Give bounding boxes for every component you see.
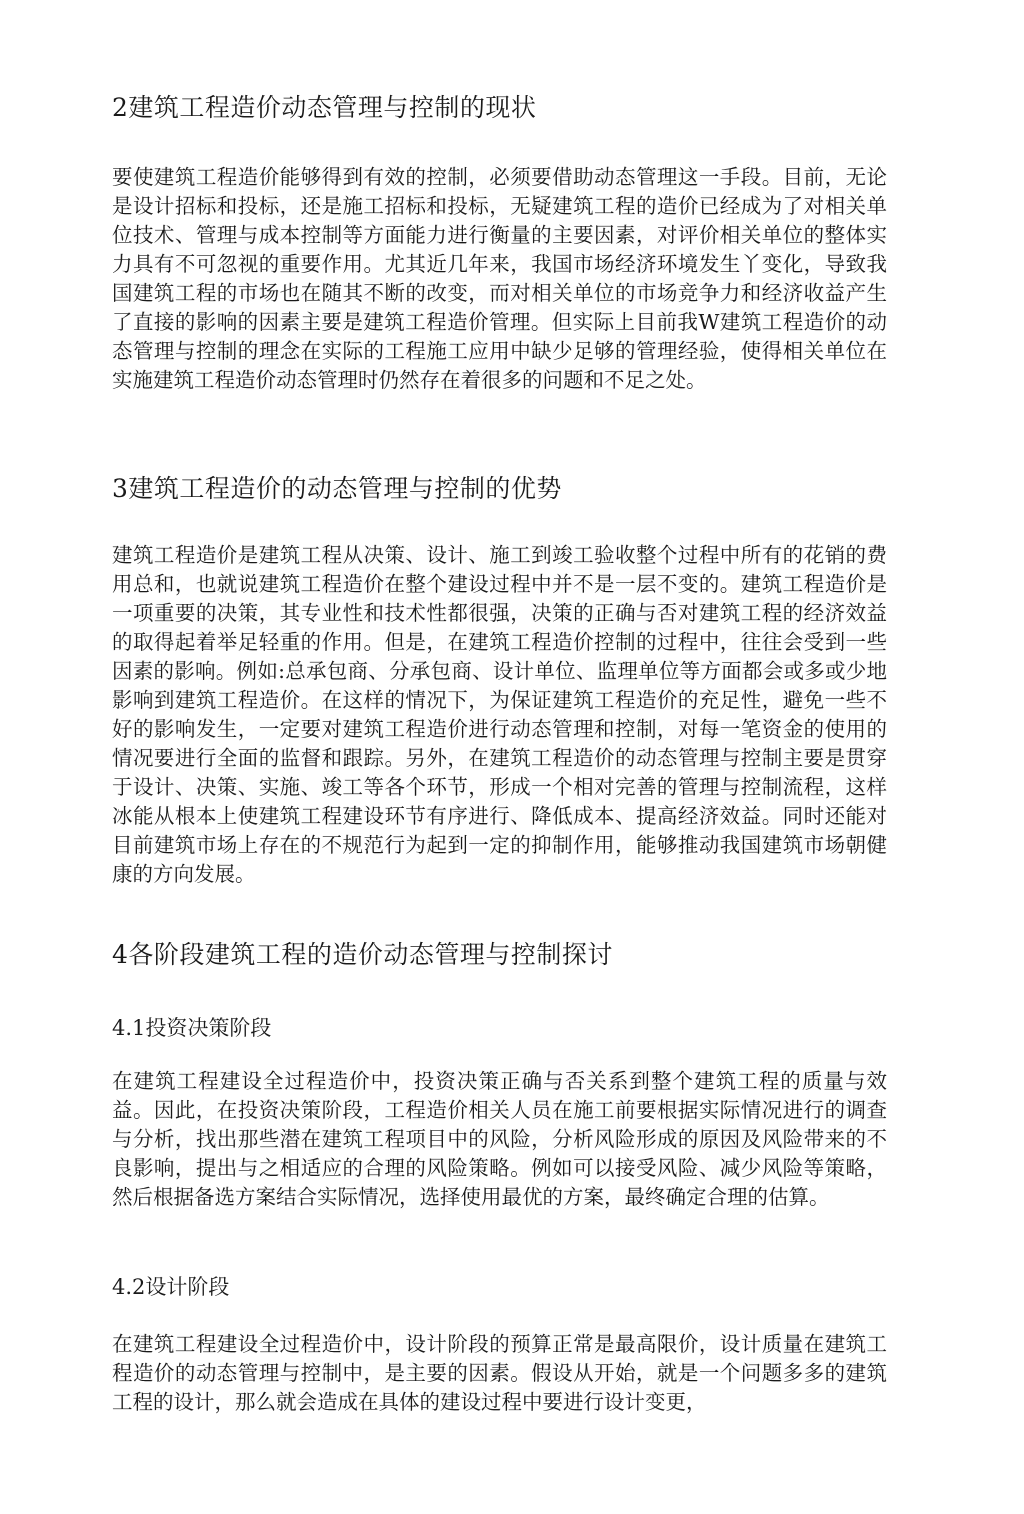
section-2-paragraph: 要使建筑工程造价能够得到有效的控制，必须要借助动态管理这一手段。目前，无论是设计招标和投标，还是施工招标和投标，无疑建筑工程的造价已经成为了对相关单位技术、管理与成本控制等方面能力进行衡量的主要因素，对评价相关单位的整体实力具有不可忽视的重要作用。尤其近几年来，我国市场经济环境发生丫变化，导致我国建筑工程的市场也在随其不断的改变，而对相关单位的市场竞争力和经济收益产生了直接的影响的因素主要是建筑工程造价管理。但实际上目前我W建筑工程造价的动态管理与控制的理念在实际的工程施工应用中缺少足够的管理经验，使得相关单位在实施建筑工程造价动态管理时仍然存在着很多的问题和不足之处。: [112, 165, 887, 392]
section-3-heading: 3建筑工程造价的动态管理与控制的优势: [112, 474, 562, 503]
section-3-paragraph: 建筑工程造价是建筑工程从决策、设计、施工到竣工验收整个过程中所有的花销的费用总和，也就说建筑工程造价在整个建设过程中并不是一层不变的。建筑工程造价是一项重要的决策，其专业性和技术性都很强，决策的正确与否对建筑工程的经济效益的取得起着举足轻重的作用。但是，在建筑工程造价控制的过程中，往往会受到一些因素的影响。例如:总承包商、分承包商、设计单位、监理单位等方面都会或多或少地影响到建筑工程造价。在这样的情况下，为保证建筑工程造价的充足性，避免一些不好的影响发生，一定要对建筑工程造价进行动态管理和控制，对每一笔资金的使用的情况要进行全面的监督和跟踪。另外，在建筑工程造价的动态管理与控制主要是贯穿于设计、决策、实施、竣工等各个环节，形成一个相对完善的管理与控制流程，这样冰能从根本上使建筑工程建设环节有序进行、降低成本、提高经济效益。同时还能对目前建筑市场上存在的不规范行为起到一定的抑制作用，能够推动我国建筑市场朝健康的方向发展。: [112, 543, 887, 886]
section-2-heading: 2建筑工程造价动态管理与控制的现状: [112, 93, 537, 122]
section-4-2-paragraph: 在建筑工程建设全过程造价中，设计阶段的预算正常是最高限价，设计质量在建筑工程造价的动态管理与控制中，是主要的因素。假设从开始，就是一个问题多多的建筑工程的设计，那么就会造成在具体的建设过程中要进行设计变更，: [112, 1332, 887, 1414]
section-4-heading: 4各阶段建筑工程的造价动态管理与控制探讨: [112, 940, 613, 969]
section-4-1-paragraph: 在建筑工程建设全过程造价中，投资决策正确与否关系到整个建筑工程的质量与效益。因此，在投资决策阶段，工程造价相关人员在施工前要根据实际情况进行的调查与分析，找出那些潜在建筑工程项目中的风险，分析风险形成的原因及风险带来的不良影响，提出与之相适应的合理的风险策略。例如可以接受风险、减少风险等策略，然后根据备选方案结合实际情况，选择使用最优的方案，最终确定合理的估算。: [112, 1069, 887, 1209]
section-4-1-heading: 4.1投资决策阶段: [112, 1016, 272, 1040]
section-4-2-heading: 4.2设计阶段: [112, 1275, 230, 1299]
